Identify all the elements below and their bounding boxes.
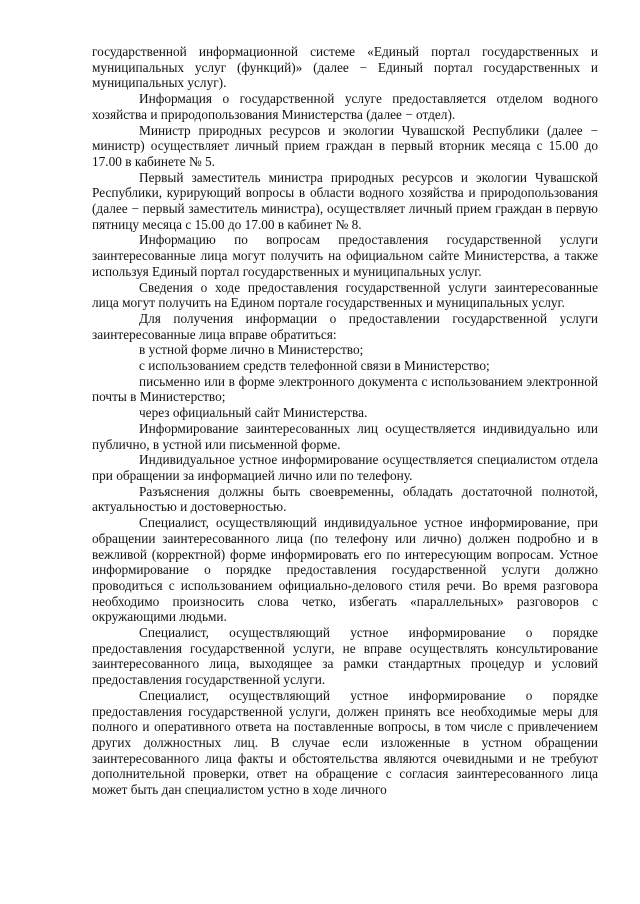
paragraph: с использованием средств телефонной связи в Министерство; xyxy=(139,358,490,374)
paragraph: Информация о государственной услуге предоставляется отделом водного хозяйства и природопользования Министерства (далее − отдел). xyxy=(92,91,598,122)
paragraph: Министр природных ресурсов и экологии Чувашской Республики (далее − министр) осуществляет личный прием граждан в первый вторник месяца с 15.00 до 17.00 в кабинете № 5. xyxy=(92,122,598,169)
paragraph: Специалист, осуществляющий устное информирование о порядке предоставления государственной услуги, не вправе осуществлять консультирование заинтересованного лица, выходящее за рамки стандартных процедур и условий предоставления государственной услуги. xyxy=(92,625,598,688)
paragraph: Разъяснения должны быть своевременны, обладать достаточной полнотой, актуальностью и достоверностью. xyxy=(92,483,598,515)
paragraph: Первый заместитель министра природных ресурсов и экологии Чувашской Республики, курирующий вопросы в области водного хозяйства и природопользования (далее − первый заместитель министра), осуществляет личный прием граждан в первую пятницу месяца с 15.00 до 17.00 в кабинет № 8. xyxy=(92,169,598,232)
paragraph: Информацию по вопросам предоставления государственной услуги заинтересованные лица могут получить на официальном сайте Министерства, а также используя Единый портал государственных и муниципальных услуг. xyxy=(92,232,598,279)
paragraph: Информирование заинтересованных лиц осуществляется индивидуально или публично, в устной или письменной форме. xyxy=(92,420,598,452)
paragraph: Для получения информации о предоставлении государственной услуги заинтересованные лица вправе обратиться: xyxy=(92,310,598,342)
paragraph: Сведения о ходе предоставления государственной услуги заинтересованные лица могут получить на Едином портале государственных и муниципальных услуг. xyxy=(92,279,598,311)
paragraph: Специалист, осуществляющий устное информирование о порядке предоставления государственной услуги, должен принять все необходимые меры для полного и оперативного ответа на поставленные вопросы, в том числе с привлечением других должностных лиц. В случае если изложенные в устном обращении заинтересованного лица факты и обстоятельства являются очевидными и не требуют дополнительной проверки, ответ на обращение с согласия заинтересованного лица может быть дан специалистом устно в ходе личного xyxy=(92,687,598,798)
document-body xyxy=(92,44,598,798)
paragraph: письменно или в форме электронного документа с использованием электронной почты в Министерство; xyxy=(92,373,598,405)
paragraph: Специалист, осуществляющий индивидуальное устное информирование, при обращении заинтересованного лица (по телефону или лично) должен подробно и в вежливой (корректной) форме информировать его по интересующим вопросам. Устное информирование о порядке предоставления государственной услуги должно проводиться с использованием официально-делового стиля речи. Во время разговора необходимо произносить слова четко, избегать «параллельных» разговоров с окружающими людьми. xyxy=(92,515,598,625)
paragraph: государственной информационной системе «Единый портал государственных и муниципальных услуг (функций)» (далее − Единый портал государственных и муниципальных услуг). xyxy=(92,44,598,91)
paragraph: через официальный сайт Министерства. xyxy=(139,405,368,421)
paragraph: в устной форме лично в Министерство; xyxy=(139,342,364,358)
paragraph: Индивидуальное устное информирование осуществляется специалистом отдела при обращении за информацией лично или по телефону. xyxy=(92,452,598,483)
